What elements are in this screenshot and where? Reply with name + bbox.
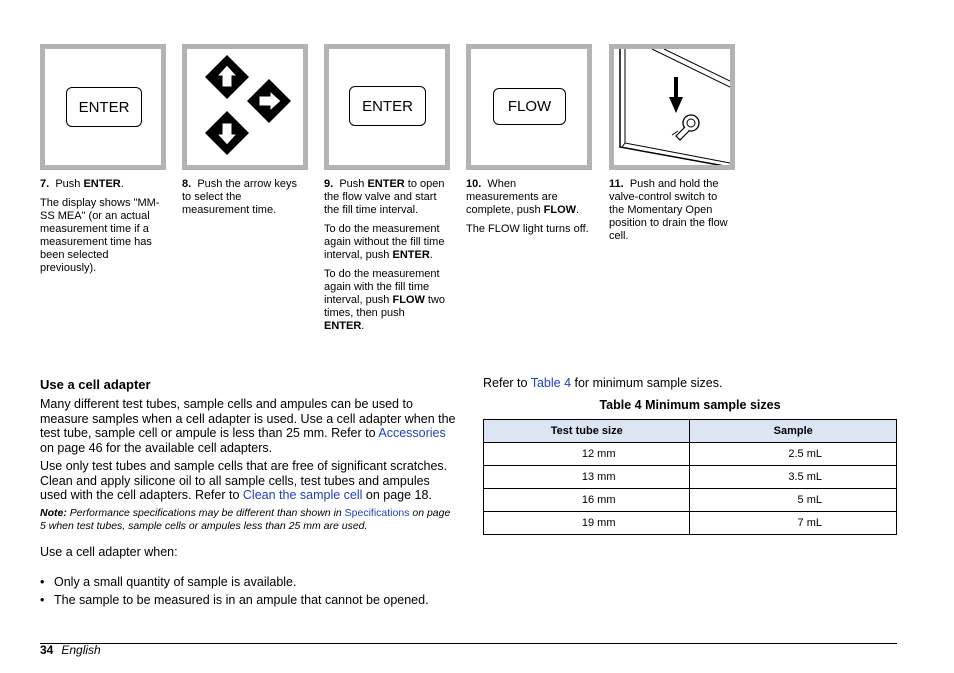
step-text: two times, then push <box>324 294 446 319</box>
table-row <box>484 443 897 466</box>
step-description: The display shows "MM-SS MEA" (or an actual measurement time if a measurement time has been selected previously). <box>40 197 160 274</box>
table-caption: Table 4 Minimum sample sizes <box>599 398 781 412</box>
note <box>40 507 458 533</box>
refer-text <box>483 376 722 390</box>
step-11 <box>609 178 733 249</box>
step-number: 7. <box>40 178 50 190</box>
paragraph-text: Many different test tubes, sample cells and ampules can be used to measure samples when a cell adapter is used. Use a cell adapter when the test tube, sample cell or ampule is less than 25 mm. Refer to <box>40 397 456 440</box>
paragraph-text: Refer to <box>483 376 531 390</box>
paragraph-text: on page 46 for the available cell adapters. <box>40 440 273 455</box>
illustration-flow-key <box>466 44 592 170</box>
step-text: . <box>429 249 433 261</box>
footer-divider <box>40 643 897 644</box>
table-header-row <box>484 420 897 443</box>
key-name: ENTER <box>367 178 405 190</box>
footer-language: English <box>61 643 101 657</box>
step-text: Push and hold the valve-control switch to the Momentary Open position to drain the flow cell. <box>609 178 728 242</box>
page-number: 34 <box>40 643 54 657</box>
table-cell: 3.5 mL <box>690 466 897 489</box>
specifications-link[interactable]: Specifications <box>344 506 410 519</box>
step-8 <box>182 178 306 223</box>
accessories-link[interactable]: Accessories <box>378 426 446 440</box>
table-cell: 13 mm <box>484 466 690 489</box>
enter-key: ENTER <box>349 86 426 126</box>
bullet-list <box>40 575 458 607</box>
right-arrow-key-icon <box>247 79 291 123</box>
table-cell: 19 mm <box>484 512 690 535</box>
step-number: 9. <box>324 178 334 190</box>
toggle-switch-icon <box>672 115 699 140</box>
table-row <box>484 489 897 512</box>
down-arrow-icon <box>669 77 683 113</box>
key-name: FLOW <box>392 294 425 306</box>
up-arrow-key-icon <box>205 55 249 99</box>
arrow-keys-icon <box>187 49 303 165</box>
section-body <box>40 397 458 610</box>
table-row <box>484 466 897 489</box>
column-header: Test tube size <box>484 420 690 443</box>
step-text: Push <box>55 178 84 190</box>
key-name: ENTER <box>392 249 430 261</box>
paragraph-text: on page 18. <box>362 488 432 502</box>
page-footer <box>40 643 101 657</box>
section-title: Use a cell adapter <box>40 377 151 392</box>
table-row <box>484 512 897 535</box>
step-text: When measurements are complete, push <box>466 178 558 216</box>
step-number: 11. <box>609 178 624 190</box>
illustration-enter-key-1 <box>40 44 166 170</box>
step-description: The FLOW light turns off. <box>466 223 589 235</box>
down-arrow-key-icon <box>205 111 249 155</box>
paragraph <box>40 397 458 455</box>
note-text: on page 5 when test tubes, sample cells or ampules less than 25 mm are used. <box>40 506 451 532</box>
step-text: To do the measurement again without the fill time interval, push <box>324 223 445 261</box>
step-number: 10. <box>466 178 482 190</box>
valve-switch-icon <box>614 49 730 165</box>
list-item: • Only a small quantity of sample is available. <box>40 575 458 590</box>
paragraph: Use a cell adapter when: <box>40 544 178 559</box>
step-text: Push the arrow keys to select the measurement time. <box>182 178 297 216</box>
step-number: 8. <box>182 178 192 190</box>
key-name: ENTER <box>324 320 362 332</box>
note-label: Note: <box>40 506 67 519</box>
step-text: to open the flow valve and start the fill time interval. <box>324 178 445 216</box>
flow-key: FLOW <box>493 88 566 125</box>
illustration-arrow-keys <box>182 44 308 170</box>
step-text: . <box>120 178 124 190</box>
table-cell: 7 mL <box>690 512 897 535</box>
table-cell: 16 mm <box>484 489 690 512</box>
table-cell: 12 mm <box>484 443 690 466</box>
table-4-link[interactable]: Table 4 <box>530 376 572 390</box>
table-cell: 5 mL <box>690 489 897 512</box>
note-text: Performance specifications may be different than shown in <box>66 506 345 519</box>
illustration-enter-key-2 <box>324 44 450 170</box>
table-cell: 2.5 mL <box>690 443 897 466</box>
step-text: . <box>576 204 580 216</box>
sample-size-table <box>483 419 897 535</box>
step-text: To do the measurement again with the fill time interval, push <box>324 268 440 306</box>
paragraph <box>40 459 458 503</box>
column-header: Sample <box>690 420 897 443</box>
step-text: . <box>361 320 365 332</box>
illustration-valve-switch <box>609 44 735 170</box>
enter-key: ENTER <box>66 87 142 127</box>
paragraph-text: Use only test tubes and sample cells that are free of significant scratches. Clean and apply silicone oil to all sample cells, test tubes and ampules used with the cell adapters. Refer to <box>40 459 448 502</box>
step-text: Push <box>339 178 368 190</box>
step-9 <box>324 178 448 339</box>
paragraph-text: for minimum sample sizes. <box>571 376 723 390</box>
clean-sample-cell-link[interactable]: Clean the sample cell <box>242 488 363 502</box>
key-name: ENTER <box>83 178 121 190</box>
list-item: • The sample to be measured is in an ampule that cannot be opened. <box>40 593 458 608</box>
step-10 <box>466 178 590 242</box>
step-7 <box>40 178 164 281</box>
key-name: FLOW <box>543 204 577 216</box>
